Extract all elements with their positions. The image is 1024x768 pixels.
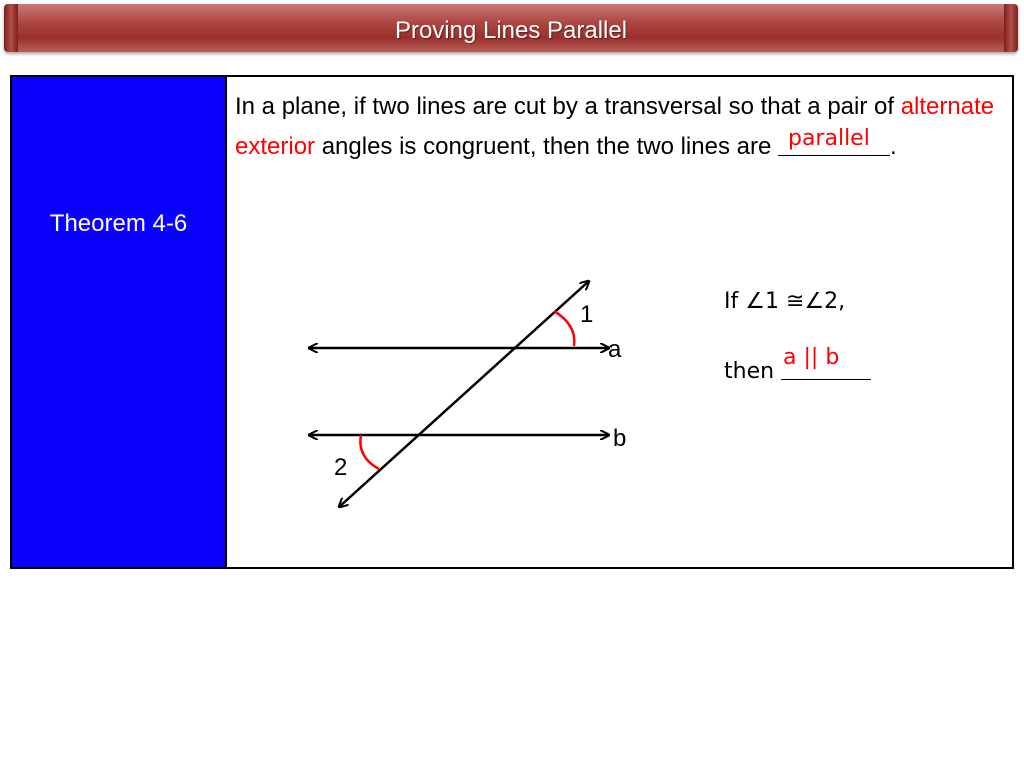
- theorem-label-cell: [12, 77, 227, 567]
- angle-1-arc: [554, 311, 574, 346]
- statement-text-1: In a plane, if two lines are cut by a transversal so that a pair of: [235, 93, 901, 120]
- then-prefix: then: [724, 359, 782, 384]
- then-answer: a || b: [783, 345, 840, 370]
- line-a-label: a: [608, 336, 622, 363]
- transversal-diagram: [227, 77, 1013, 567]
- statement-end: .: [889, 133, 897, 160]
- theorem-label: Theorem 4-6: [49, 210, 188, 237]
- statement-highlight: alternate exterior: [235, 93, 995, 160]
- then-line: [724, 345, 871, 384]
- then-blank: [781, 345, 871, 380]
- transversal-line: [339, 281, 589, 507]
- angle-2-arc: [360, 435, 379, 469]
- line-b-label: b: [613, 425, 627, 452]
- if-condition: ∠1 ≅∠2,: [745, 289, 846, 314]
- title-bar: [4, 4, 1018, 52]
- theorem-body-cell: [227, 77, 1012, 567]
- theorem-table: [10, 75, 1014, 569]
- if-condition-line: [724, 289, 845, 314]
- statement-blank-answer: parallel: [787, 126, 870, 151]
- slide-title: Proving Lines Parallel: [394, 17, 628, 44]
- angle-1-label: 1: [580, 301, 594, 328]
- angle-2-label: 2: [334, 454, 348, 481]
- if-prefix: If: [724, 289, 746, 314]
- statement-text-2: angles is congruent, then the two lines are: [315, 133, 778, 160]
